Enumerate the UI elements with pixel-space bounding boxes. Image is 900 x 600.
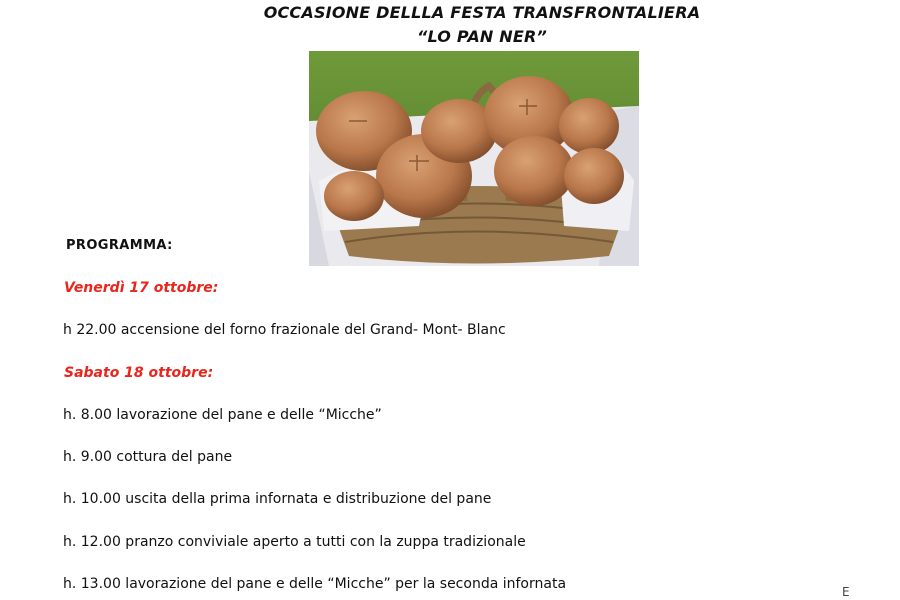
schedule-item: h. 12.00 pranzo conviviale aperto a tutti con la zuppa tradizionale xyxy=(63,534,526,550)
bread-basket-illustration xyxy=(309,51,639,266)
title-line-1: OCCASIONE DELLLA FESTA TRANSFRONTALIERA xyxy=(263,3,701,22)
day-heading-friday: Venerdì 17 ottobre: xyxy=(64,280,219,296)
schedule-item: h. 8.00 lavorazione del pane e delle “Micche” xyxy=(63,407,382,423)
corner-mark: E xyxy=(842,585,850,599)
title-line-2: “LO PAN NER” xyxy=(416,27,548,46)
schedule-item: h. 9.00 cottura del pane xyxy=(63,449,233,465)
schedule-item: h 22.00 accensione del forno frazionale del Grand- Mont- Blanc xyxy=(63,322,506,338)
schedule-item: h. 10.00 uscita della prima infornata e distribuzione del pane xyxy=(63,491,492,507)
day-heading-saturday: Sabato 18 ottobre: xyxy=(64,365,214,381)
schedule-item: h. 13.00 lavorazione del pane e delle “Micche” per la seconda infornata xyxy=(63,576,567,592)
bread-basket-photo xyxy=(309,51,639,266)
programma-label: PROGRAMMA: xyxy=(66,238,173,253)
